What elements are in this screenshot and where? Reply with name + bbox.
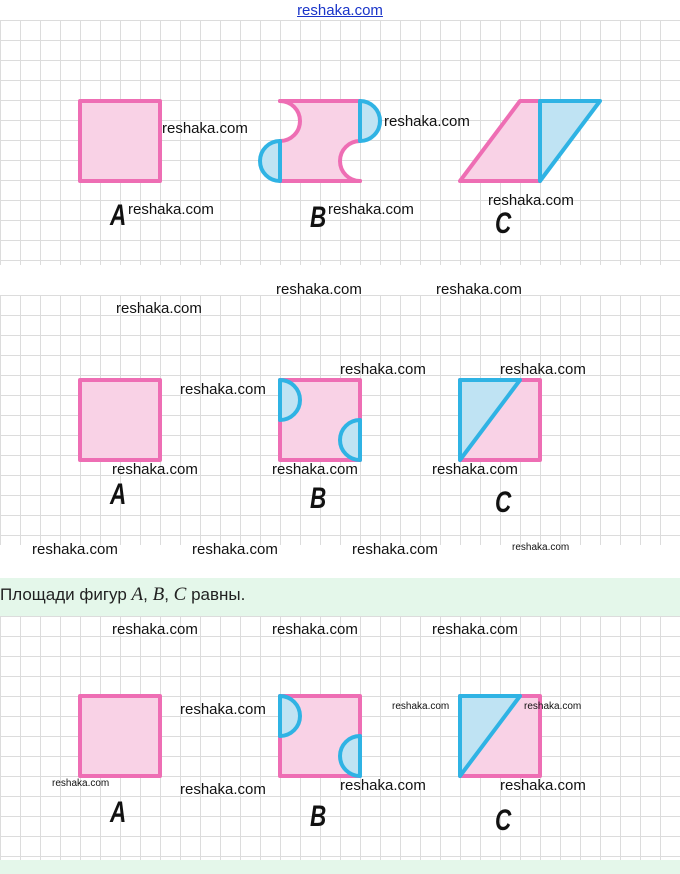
statement-prefix: Площади фигур bbox=[0, 585, 127, 604]
watermark: reshaka.com bbox=[116, 300, 202, 317]
watermark: reshaka.com bbox=[112, 621, 198, 638]
panel1-figure-b bbox=[260, 101, 380, 181]
panel1-label-a: A bbox=[110, 199, 127, 232]
statement-var-c: C bbox=[173, 584, 187, 605]
watermark: reshaka.com bbox=[432, 461, 518, 478]
watermark: reshaka.com bbox=[500, 777, 586, 794]
panel2-label-b: B bbox=[310, 482, 327, 515]
statement-suffix: равны. bbox=[191, 585, 246, 604]
watermark: reshaka.com bbox=[32, 541, 118, 558]
panel2-label-c: C bbox=[495, 486, 512, 519]
watermark: reshaka.com bbox=[340, 361, 426, 378]
watermark: reshaka.com bbox=[328, 201, 414, 218]
panel1-figure-a bbox=[80, 101, 160, 181]
panel3-label-b: B bbox=[310, 800, 327, 833]
watermark: reshaka.com bbox=[162, 120, 248, 137]
panel1-label-b: B bbox=[310, 201, 327, 234]
watermark: reshaka.com bbox=[340, 777, 426, 794]
watermark: reshaka.com bbox=[352, 541, 438, 558]
panel2-figure-c bbox=[460, 380, 540, 460]
statement-var-b: B bbox=[152, 584, 165, 605]
watermark: reshaka.com bbox=[272, 461, 358, 478]
panel1-figure-c bbox=[460, 101, 600, 181]
site-link[interactable]: reshaka.com bbox=[297, 2, 383, 19]
watermark: reshaka.com bbox=[436, 281, 522, 298]
watermark: reshaka.com bbox=[272, 621, 358, 638]
watermark: reshaka.com bbox=[52, 778, 110, 789]
panel3-figure-a bbox=[80, 696, 160, 776]
watermark: reshaka.com bbox=[432, 621, 518, 638]
panel3-label-c: C bbox=[495, 804, 512, 837]
answer-statement: Площади фигур A, B, C равны. bbox=[0, 584, 246, 605]
watermark: reshaka.com bbox=[128, 201, 214, 218]
watermark: reshaka.com bbox=[500, 361, 586, 378]
panel2-figure-a bbox=[80, 380, 160, 460]
watermark: reshaka.com bbox=[276, 281, 362, 298]
watermark: reshaka.com bbox=[384, 113, 470, 130]
watermark: reshaka.com bbox=[180, 381, 266, 398]
panel1-label-c: C bbox=[495, 207, 512, 240]
watermark: reshaka.com bbox=[488, 192, 574, 209]
watermark: reshaka.com bbox=[180, 701, 266, 718]
watermark: reshaka.com bbox=[180, 781, 266, 798]
watermark: reshaka.com bbox=[392, 701, 450, 712]
panel2-figure-b bbox=[280, 380, 360, 460]
watermark: reshaka.com bbox=[112, 461, 198, 478]
statement-var-a: A bbox=[131, 584, 144, 605]
panel3-figure-b bbox=[280, 696, 360, 776]
watermark: reshaka.com bbox=[192, 541, 278, 558]
watermark: reshaka.com bbox=[512, 542, 570, 553]
watermark: reshaka.com bbox=[524, 701, 582, 712]
panel3-label-a: A bbox=[110, 796, 127, 829]
panel2-label-a: A bbox=[110, 478, 127, 511]
